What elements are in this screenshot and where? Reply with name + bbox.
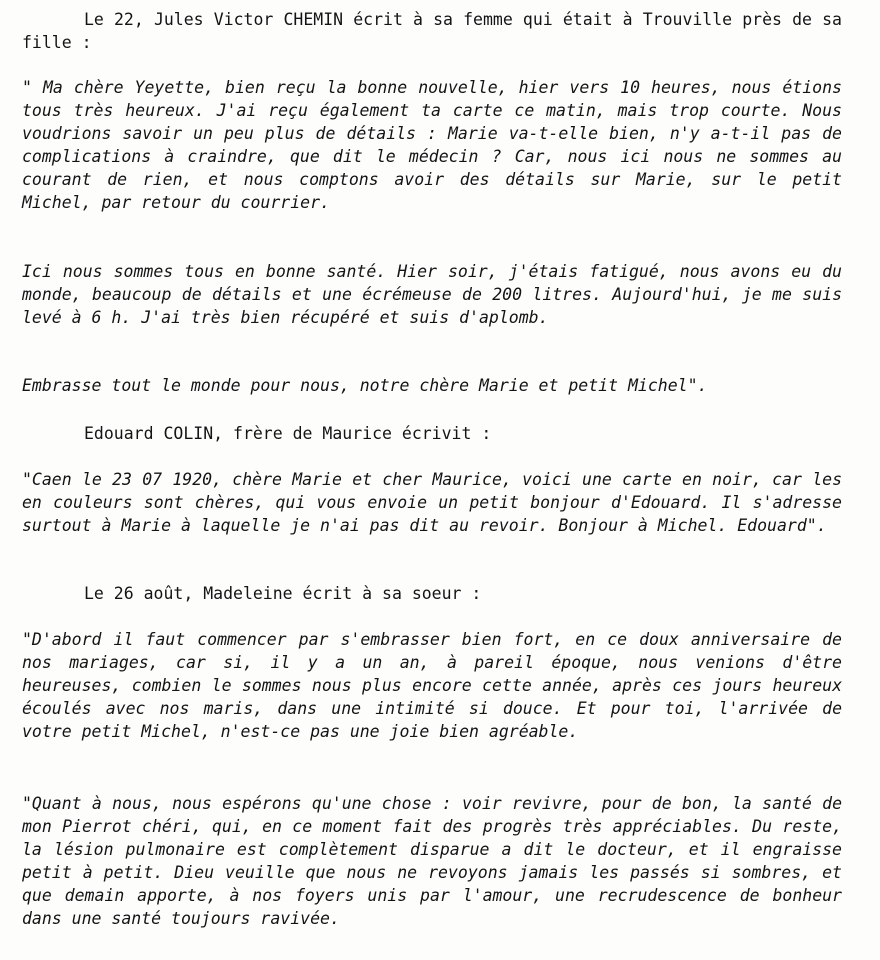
letter-paragraph-4: "Caen le 23 07 1920, chère Marie et cher Maurice, voici une carte en noir, car les en couleurs sont chères, qui vous envoie un petit bonjour d'Edouard. Il s'adresse surtout à Marie à laquelle je n'ai pas dit au revoir. Bonjour à Michel. Edouard". [22,470,842,535]
letter-paragraph-2: Ici nous sommes tous en bonne santé. Hier soir, j'étais fatigué, nous avons eu du monde, beaucoup de détails et une écrémeuse de 200 litres. Aujourd'hui, je me suis levé à 6 h. J'ai très bien récupéré et suis d'aplomb. [22,262,842,327]
narration-paragraph-1: Le 22, Jules Victor CHEMIN écrit à sa femme qui était à Trouville près de sa fille : [22,10,842,52]
narration-paragraph-2: Edouard COLIN, frère de Maurice écrivit : [84,424,492,443]
letter-paragraph-6: "Quant à nous, nous espérons qu'une chose : voir revivre, pour de bon, la santé de mon Pierrot chéri, qui, en ce moment fait des progrès très appréciables. Du reste, la lésion pulmonaire est complètement disparue a dit le docteur, et il engraisse petit à petit. Dieu veuille que nous ne revoyons jamais les passés si sombres, et que demain apporte, à nos foyers unis par l'amour, une recrudescence de bonheur dans une santé toujours ravivée. [22,794,842,928]
letter-paragraph-1: " Ma chère Yeyette, bien reçu la bonne nouvelle, hier vers 10 heures, nous étions tous très heureux. J'ai reçu également ta carte ce matin, mais trop courte. Nous voudrions savoir un peu plus de détails : Marie va-t-elle bien, n'y a-t-il pas de complications à craindre, que dit le médecin ? Car, nous ici nous ne sommes au courant de rien, et nous comptons avoir des détails sur Marie, sur le petit Michel, par retour du courrier. [22,78,842,212]
letter-paragraph-5: "D'abord il faut commencer par s'embrasser bien fort, en ce doux anniversaire de nos mariages, car si, il y a un an, à pareil époque, nous venions d'être heureuses, combien le sommes nous plus encore cette année, après ces jours heureux écoulés avec nos maris, dans une intimité si douce. Et pour toi, l'arrivée de votre petit Michel, n'est-ce pas une joie bien agréable. [22,630,842,741]
letter-paragraph-3: Embrasse tout le monde pour nous, notre chère Marie et petit Michel". [22,376,708,395]
narration-paragraph-3: Le 26 août, Madeleine écrit à sa soeur : [84,584,482,603]
